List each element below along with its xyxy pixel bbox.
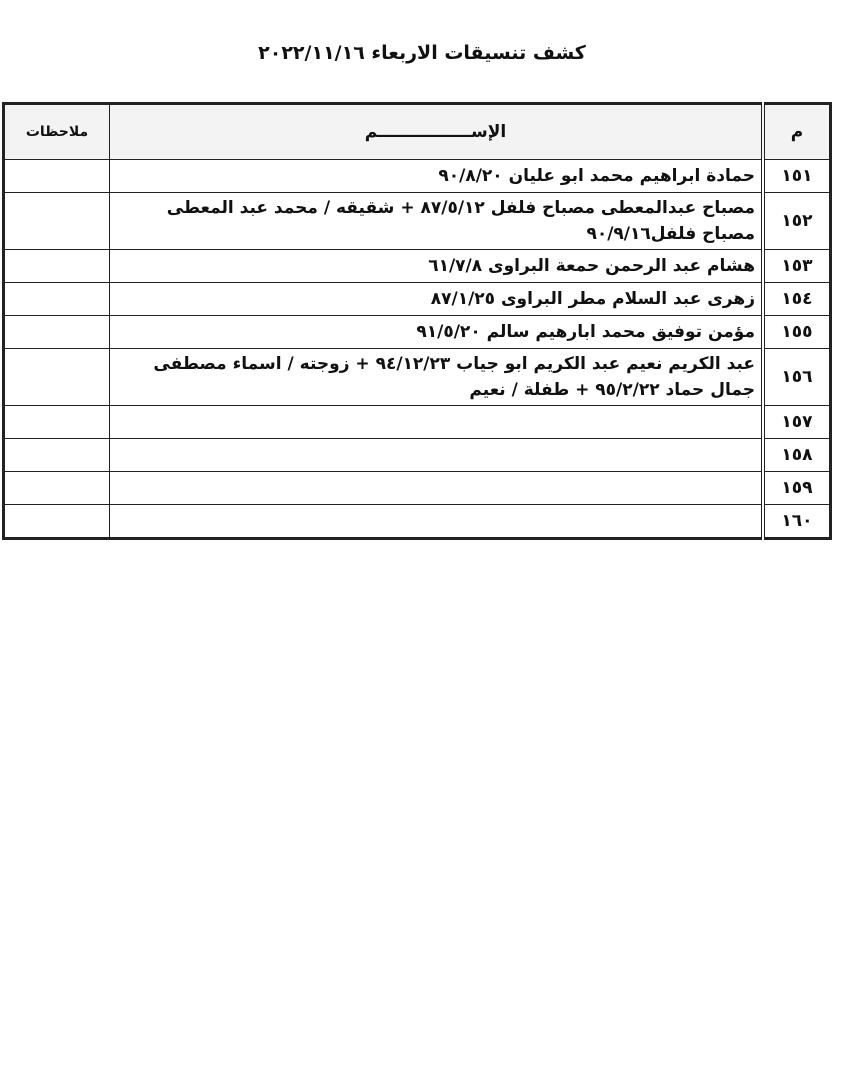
table-row bbox=[4, 349, 831, 406]
row-notes bbox=[4, 160, 110, 193]
row-name bbox=[110, 505, 764, 539]
header-name: الإســــــــــــــــم bbox=[110, 104, 764, 160]
row-name: هشام عبد الرحمن حمعة البراوى ٦١/٧/٨ bbox=[110, 250, 764, 283]
table-row bbox=[4, 439, 831, 472]
coordination-table bbox=[2, 102, 832, 540]
row-name bbox=[110, 406, 764, 439]
row-number: ١٥٧ bbox=[763, 406, 831, 439]
row-number: ١٥٣ bbox=[763, 250, 831, 283]
row-notes bbox=[4, 349, 110, 406]
row-number: ١٥١ bbox=[763, 160, 831, 193]
row-notes bbox=[4, 439, 110, 472]
row-notes bbox=[4, 316, 110, 349]
row-notes bbox=[4, 472, 110, 505]
row-number: ١٥٢ bbox=[763, 193, 831, 250]
row-notes bbox=[4, 250, 110, 283]
header-number: م bbox=[763, 104, 831, 160]
row-number: ١٥٨ bbox=[763, 439, 831, 472]
row-name: مؤمن توفيق محمد ابارهيم سالم ٩١/٥/٢٠ bbox=[110, 316, 764, 349]
row-notes bbox=[4, 505, 110, 539]
row-name: زهرى عبد السلام مطر البراوى ٨٧/١/٢٥ bbox=[110, 283, 764, 316]
table-row bbox=[4, 193, 831, 250]
row-name: عبد الكريم نعيم عبد الكريم ابو جياب ٩٤/١٢/٢٣ + زوجته / اسماء مصطفى جمال حماد ٩٥/٢/٢٢ + طفلة / نعيم bbox=[110, 349, 764, 406]
row-number: ١٦٠ bbox=[763, 505, 831, 539]
table-row bbox=[4, 472, 831, 505]
row-number: ١٥٩ bbox=[763, 472, 831, 505]
row-name bbox=[110, 439, 764, 472]
row-name: مصباح عبدالمعطى مصباح فلفل ٨٧/٥/١٢ + شقيقه / محمد عبد المعطى مصباح فلفل٩٠/٩/١٦ bbox=[110, 193, 764, 250]
row-name bbox=[110, 472, 764, 505]
table-row bbox=[4, 283, 831, 316]
row-notes bbox=[4, 193, 110, 250]
row-number: ١٥٤ bbox=[763, 283, 831, 316]
row-notes bbox=[4, 406, 110, 439]
row-number: ١٥٥ bbox=[763, 316, 831, 349]
document-title: كشف تنسيقات الاربعاء ٢٠٢٢/١١/١٦ bbox=[258, 42, 586, 64]
row-notes bbox=[4, 283, 110, 316]
header-notes: ملاحظات bbox=[4, 104, 110, 160]
row-name: حمادة ابراهيم محمد ابو عليان ٩٠/٨/٢٠ bbox=[110, 160, 764, 193]
table-header-row bbox=[4, 104, 831, 160]
row-number: ١٥٦ bbox=[763, 349, 831, 406]
table-row bbox=[4, 505, 831, 539]
table-row bbox=[4, 250, 831, 283]
table-row bbox=[4, 406, 831, 439]
table-row bbox=[4, 160, 831, 193]
table-row bbox=[4, 316, 831, 349]
